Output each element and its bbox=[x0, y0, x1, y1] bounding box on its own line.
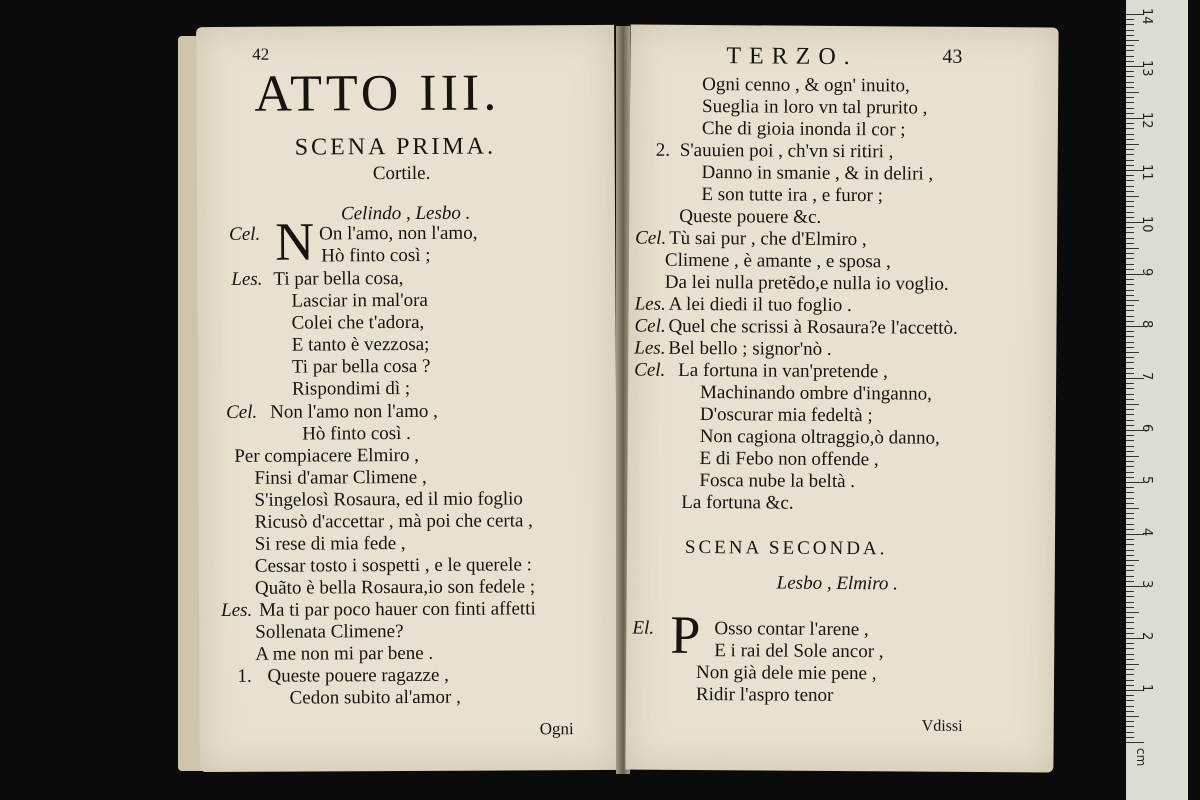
ruler-tick bbox=[1126, 628, 1134, 629]
ruler-number: 3 bbox=[1139, 580, 1154, 589]
ruler-tick bbox=[1126, 284, 1134, 285]
verse-line: Ricusò d'accettar , mà poi che certa , bbox=[254, 510, 533, 533]
ruler-tick bbox=[1126, 134, 1134, 135]
verse-line: Hò finto così . bbox=[302, 422, 411, 445]
verse-line: Ti par bella cosa ? bbox=[291, 355, 431, 378]
ruler-tick bbox=[1126, 50, 1134, 51]
ruler-tick bbox=[1126, 201, 1134, 202]
ruler-tick bbox=[1126, 487, 1134, 488]
verse-line: A lei diedi il tuo foglio . bbox=[668, 293, 852, 317]
ruler-tick bbox=[1126, 347, 1134, 348]
ruler-tick bbox=[1126, 357, 1134, 358]
verse-line: Danno in smanie , & in deliri , bbox=[701, 162, 934, 185]
scene-title: SCENA PRIMA. bbox=[294, 133, 497, 161]
ruler-tick bbox=[1126, 576, 1134, 577]
verse-line: Che di gioia inonda il cor ; bbox=[701, 118, 906, 141]
ruler-tick bbox=[1126, 269, 1134, 270]
ruler-tick bbox=[1126, 513, 1134, 514]
ruler-tick bbox=[1126, 175, 1134, 176]
speaker-label: Cel. bbox=[635, 227, 667, 249]
ruler-tick bbox=[1126, 154, 1134, 155]
ruler-tick bbox=[1126, 654, 1134, 655]
ruler-tick bbox=[1126, 399, 1134, 400]
ruler-tick bbox=[1126, 243, 1134, 244]
speaker-label: Cel. bbox=[634, 359, 666, 381]
verse-line: Ma ti par poco hauer con finti affetti bbox=[259, 598, 536, 621]
ruler-tick bbox=[1126, 300, 1139, 301]
drop-initial: P bbox=[670, 604, 701, 666]
verse-line: Lasciar in mal'ora bbox=[291, 289, 428, 312]
ruler-tick bbox=[1126, 113, 1134, 114]
ruler-tick bbox=[1126, 508, 1139, 509]
ruler-tick bbox=[1126, 409, 1134, 410]
verse-line: Da lei nulla pretẽdo,e nulla io voglio. bbox=[664, 271, 949, 295]
catchword: Vdissi bbox=[921, 717, 963, 735]
ruler-number: 14 bbox=[1139, 8, 1154, 25]
ruler-tick bbox=[1126, 617, 1134, 618]
verse-line: Si rese di mia fede , bbox=[254, 533, 406, 555]
ruler-number: 10 bbox=[1139, 216, 1154, 233]
ruler-tick bbox=[1126, 648, 1134, 649]
ruler-tick bbox=[1126, 279, 1134, 280]
ruler-tick bbox=[1126, 56, 1134, 57]
ruler-tick bbox=[1126, 165, 1134, 166]
ruler-tick bbox=[1126, 404, 1139, 405]
ruler-tick bbox=[1126, 555, 1134, 556]
ruler-tick bbox=[1126, 191, 1134, 192]
verse-line: E i rai del Sole ancor , bbox=[714, 640, 884, 663]
ruler-tick bbox=[1126, 607, 1134, 608]
ruler-number: 13 bbox=[1139, 60, 1154, 77]
ruler-number: 1 bbox=[1139, 684, 1154, 693]
ruler-tick bbox=[1126, 742, 1144, 743]
ruler-tick bbox=[1126, 685, 1134, 686]
verse-line: Hò finto così ; bbox=[321, 244, 431, 267]
ruler-number: 11 bbox=[1139, 164, 1154, 181]
ruler-tick bbox=[1126, 368, 1134, 369]
verse-line: La fortuna in van'pretende , bbox=[678, 359, 888, 383]
verse-line: Per compiacere Elmiro , bbox=[234, 444, 420, 467]
verse-line: Climene , è amante , e sposa , bbox=[664, 249, 891, 273]
ruler-tick bbox=[1126, 206, 1134, 207]
ruler-tick bbox=[1126, 461, 1134, 462]
verse-line: Sueglia in loro vn tal prurito , bbox=[701, 96, 928, 119]
ruler-tick bbox=[1126, 700, 1134, 701]
ruler-tick bbox=[1126, 737, 1134, 738]
verse-line: Quãto è bella Rosaura,io son fedele ; bbox=[254, 576, 536, 599]
ruler-tick bbox=[1126, 477, 1134, 478]
ruler-tick bbox=[1126, 76, 1134, 77]
speaker-label: Les. bbox=[634, 337, 666, 359]
ruler-tick bbox=[1126, 612, 1139, 613]
ruler-tick bbox=[1126, 440, 1134, 441]
drop-initial: N bbox=[275, 211, 315, 272]
ruler-tick bbox=[1126, 258, 1134, 259]
ruler-tick bbox=[1126, 305, 1134, 306]
ruler-tick bbox=[1126, 726, 1134, 727]
ruler-tick bbox=[1126, 352, 1139, 353]
ruler-tick bbox=[1126, 40, 1139, 41]
ruler-tick bbox=[1126, 290, 1134, 291]
verse-line: Queste pouere ragazze , bbox=[267, 664, 449, 687]
ruler-tick bbox=[1126, 466, 1134, 467]
right-page bbox=[625, 25, 1058, 773]
ruler-tick bbox=[1126, 232, 1134, 233]
ruler-tick bbox=[1126, 295, 1134, 296]
left-page bbox=[196, 25, 618, 772]
ruler-tick bbox=[1126, 388, 1134, 389]
ruler-tick bbox=[1126, 160, 1134, 161]
speaker-label: Cel. bbox=[229, 223, 261, 245]
ruler-tick bbox=[1126, 472, 1134, 473]
verse-line: E son tutte ira , e furor ; bbox=[701, 184, 884, 207]
ruler-number: 7 bbox=[1139, 372, 1154, 381]
verse-line: E tanto è vezzosa; bbox=[291, 333, 430, 356]
ruler-number: 6 bbox=[1139, 424, 1154, 433]
ruler-tick bbox=[1126, 82, 1134, 83]
verse-line: Ti par bella cosa, bbox=[273, 268, 404, 290]
ruler-tick bbox=[1126, 680, 1134, 681]
ruler-tick bbox=[1126, 362, 1134, 363]
ruler-tick bbox=[1126, 92, 1139, 93]
verse-line: Non l'amo non l'amo , bbox=[270, 400, 438, 423]
page-number: 42 bbox=[252, 44, 270, 64]
scene-title: SCENA SECONDA. bbox=[684, 536, 888, 560]
ruler-tick bbox=[1126, 102, 1134, 103]
ruler-tick bbox=[1126, 321, 1134, 322]
ruler-tick bbox=[1126, 336, 1134, 337]
measurement-ruler bbox=[1126, 0, 1188, 800]
ruler-tick bbox=[1126, 570, 1134, 571]
ruler-tick bbox=[1126, 342, 1134, 343]
ruler-tick bbox=[1126, 659, 1134, 660]
running-head: TERZO. bbox=[726, 43, 858, 71]
ruler-tick bbox=[1126, 144, 1139, 145]
verse-line: A me non mi par bene . bbox=[255, 642, 434, 665]
ruler-number: 9 bbox=[1139, 268, 1154, 277]
ruler-tick bbox=[1126, 550, 1134, 551]
verse-line: Osso contar l'arene , bbox=[714, 618, 869, 641]
verse-line: S'auuien poi , ch'vn si ritiri , bbox=[679, 139, 894, 163]
ruler-tick bbox=[1126, 180, 1134, 181]
ruler-tick bbox=[1126, 503, 1134, 504]
ruler-tick bbox=[1126, 539, 1134, 540]
ruler-tick bbox=[1126, 316, 1134, 317]
ruler-tick bbox=[1126, 186, 1134, 187]
ruler-tick bbox=[1126, 498, 1134, 499]
ruler-unit-label: cm bbox=[1134, 748, 1148, 767]
ruler-tick bbox=[1126, 123, 1134, 124]
verse-line: Sollenata Climene? bbox=[255, 621, 404, 643]
verse-line: Finsi d'amar Climene , bbox=[254, 466, 427, 489]
ruler-tick bbox=[1126, 128, 1134, 129]
verse-line: On l'amo, non l'amo, bbox=[319, 222, 478, 245]
verse-line: Colei che t'adora, bbox=[291, 311, 425, 334]
page-number: 43 bbox=[942, 45, 963, 68]
ruler-tick bbox=[1126, 643, 1134, 644]
verse-line: Non cagiona oltraggio,ò danno, bbox=[699, 426, 940, 449]
ruler-tick bbox=[1126, 414, 1134, 415]
ruler-tick bbox=[1126, 602, 1134, 603]
open-book bbox=[178, 26, 1062, 778]
ruler-tick bbox=[1126, 518, 1134, 519]
ruler-tick bbox=[1126, 544, 1134, 545]
ruler-tick bbox=[1126, 35, 1134, 36]
verse-line: Ogni cenno , & ogn' inuito, bbox=[702, 74, 910, 97]
verse-line: Cessar tosto i sospetti , e le querele : bbox=[254, 554, 532, 577]
ruler-tick bbox=[1126, 264, 1134, 265]
ruler-tick bbox=[1126, 622, 1134, 623]
act-title: ATTO III. bbox=[254, 64, 501, 123]
verse-line: Tù sai pur , che d'Elmiro , bbox=[669, 227, 867, 251]
ruler-tick bbox=[1126, 695, 1134, 696]
verse-line: La fortuna &c. bbox=[681, 491, 794, 514]
ruler-tick bbox=[1126, 524, 1134, 525]
ruler-tick bbox=[1126, 529, 1134, 530]
ruler-tick bbox=[1126, 19, 1134, 20]
ruler-tick bbox=[1126, 706, 1134, 707]
speaker-label: Les. bbox=[231, 268, 263, 290]
catchword: Ogni bbox=[539, 719, 574, 739]
ruler-tick bbox=[1126, 674, 1134, 675]
ruler-tick bbox=[1126, 310, 1134, 311]
ruler-tick bbox=[1126, 30, 1134, 31]
verse-line: Bel bello ; signor'nò . bbox=[668, 337, 832, 360]
verse-line: Quel che scrissi à Rosaura?e l'accettò. bbox=[668, 315, 958, 339]
scene-characters: Lesbo , Elmiro . bbox=[776, 572, 898, 595]
scene-setting: Cortile. bbox=[372, 162, 431, 185]
ruler-tick bbox=[1126, 97, 1134, 98]
ruler-tick bbox=[1126, 451, 1134, 452]
ruler-tick bbox=[1126, 664, 1139, 665]
ruler-tick bbox=[1126, 732, 1134, 733]
ruler-tick bbox=[1126, 669, 1134, 670]
ruler-tick bbox=[1126, 139, 1134, 140]
ruler-tick bbox=[1126, 71, 1134, 72]
ruler-tick bbox=[1126, 581, 1134, 582]
ruler-tick bbox=[1126, 45, 1134, 46]
ruler-tick bbox=[1126, 196, 1139, 197]
ruler-tick bbox=[1126, 565, 1134, 566]
scene-characters: Celindo , Lesbo . bbox=[340, 202, 471, 225]
ruler-tick bbox=[1126, 420, 1134, 421]
verse-line: Machinando ombre d'inganno, bbox=[699, 382, 933, 405]
ruler-number: 2 bbox=[1139, 632, 1154, 641]
stanza-number: 2. bbox=[655, 139, 671, 161]
speaker-label: Cel. bbox=[226, 401, 258, 423]
ruler-tick bbox=[1126, 560, 1139, 561]
ruler-tick bbox=[1126, 373, 1134, 374]
ruler-tick bbox=[1126, 435, 1134, 436]
verse-line: S'ingelosì Rosaura, ed il mio foglio bbox=[254, 488, 523, 511]
ruler-tick bbox=[1126, 716, 1139, 717]
ruler-tick bbox=[1126, 591, 1134, 592]
ruler-tick bbox=[1126, 596, 1134, 597]
ruler-tick bbox=[1126, 383, 1134, 384]
ruler-tick bbox=[1126, 425, 1134, 426]
ruler-tick bbox=[1126, 108, 1134, 109]
speaker-label: Les. bbox=[634, 293, 666, 315]
ruler-tick bbox=[1126, 217, 1134, 218]
ruler-number: 12 bbox=[1139, 112, 1154, 129]
ruler-tick bbox=[1126, 721, 1134, 722]
ruler-number: 8 bbox=[1139, 320, 1154, 329]
verse-line: Queste pouere &c. bbox=[679, 205, 822, 228]
verse-line: D'oscurar mia fedeltà ; bbox=[699, 404, 873, 427]
ruler-tick bbox=[1126, 248, 1139, 249]
ruler-tick bbox=[1126, 87, 1134, 88]
ruler-tick bbox=[1126, 227, 1134, 228]
ruler-tick bbox=[1126, 253, 1134, 254]
stanza-number: 1. bbox=[237, 665, 252, 687]
ruler-tick bbox=[1126, 633, 1134, 634]
ruler-number: 5 bbox=[1139, 476, 1154, 485]
verse-line: Fosca nube la beltà . bbox=[699, 470, 856, 493]
ruler-tick bbox=[1126, 331, 1134, 332]
ruler-tick bbox=[1126, 456, 1139, 457]
speaker-label: Les. bbox=[221, 599, 253, 621]
ruler-number: 4 bbox=[1139, 528, 1154, 537]
ruler-tick bbox=[1126, 238, 1134, 239]
speaker-label: Cel. bbox=[634, 315, 666, 337]
verse-line: Ridir l'aspro tenor bbox=[695, 683, 834, 706]
verse-line: Rispondimi dì ; bbox=[291, 377, 411, 400]
ruler-tick bbox=[1126, 24, 1134, 25]
verse-line: Cedon subito al'amor , bbox=[289, 686, 461, 709]
verse-line: E di Febo non offende , bbox=[699, 448, 879, 471]
ruler-tick bbox=[1126, 149, 1134, 150]
speaker-label: El. bbox=[632, 617, 655, 639]
ruler-tick bbox=[1126, 61, 1134, 62]
ruler-tick bbox=[1126, 492, 1134, 493]
verse-line: Non già dele mie pene , bbox=[696, 661, 877, 685]
ruler-tick bbox=[1126, 394, 1134, 395]
ruler-tick bbox=[1126, 446, 1134, 447]
ruler-tick bbox=[1126, 711, 1134, 712]
ruler-tick bbox=[1126, 212, 1134, 213]
